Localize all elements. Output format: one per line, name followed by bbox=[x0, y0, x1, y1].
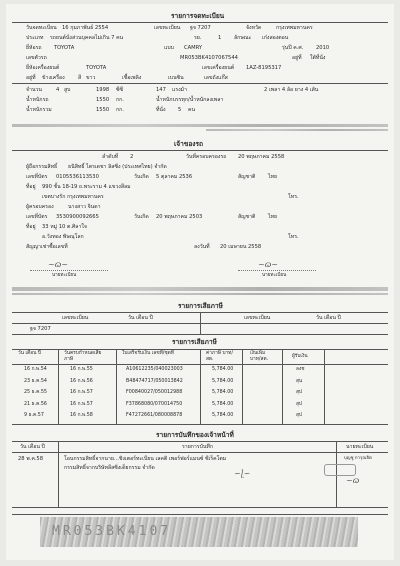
table-col-line bbox=[200, 349, 201, 424]
model-year-label: รุ่นปี ค.ศ. bbox=[282, 45, 304, 51]
holder: ธนิสิทธิ์ ไตรเดชา ลิสซิ่ง (ประเทศไทย) จำกัด bbox=[68, 164, 167, 170]
divider bbox=[12, 22, 388, 23]
engine-pos: ข้างเครื่อง bbox=[42, 75, 65, 81]
notes-row-text2: กรรมสิทธิ์จากบริษัทลีสซิ่งเด็ยกรรม จำกัด bbox=[64, 465, 155, 471]
holder-label: ผู้ถือกรรมสิทธิ์ bbox=[26, 164, 58, 170]
weight-label: น้ำหนักรถ bbox=[26, 97, 49, 103]
possessor-addr: 33 หมู่ 10 ต.ศิลาใจ bbox=[42, 224, 87, 230]
tax-cell-expire: 16 ก.พ.55 bbox=[70, 367, 93, 372]
notes-row-officer: บุญชู การุณจิต bbox=[344, 456, 372, 461]
divider bbox=[12, 150, 388, 151]
divider bbox=[12, 441, 388, 442]
cyl-unit: สูบ bbox=[64, 87, 71, 93]
section-title-owner: เจ้าของรถ bbox=[174, 140, 204, 148]
engine-brand: TOYOTA bbox=[86, 65, 107, 71]
seats-unit: คน bbox=[188, 107, 196, 113]
divider bbox=[12, 83, 388, 84]
tax-left-plate: ฐจ 7207 bbox=[30, 326, 51, 332]
gross: 1550 bbox=[96, 107, 110, 113]
hp-unit: แรงม้า bbox=[172, 87, 187, 93]
model-year: 2010 bbox=[316, 45, 330, 51]
possessor-nat-label: สัญชาติ bbox=[238, 214, 256, 220]
tax-cell-expire: 16 ก.พ.56 bbox=[70, 378, 93, 384]
load-label: น้ำหนักบรรทุก/น้ำหนักลงเพลา bbox=[156, 97, 224, 103]
rn: 1 bbox=[218, 35, 222, 41]
tax-left-date-header: วัน เดือน ปี bbox=[128, 315, 153, 321]
possessor-nat: ไทย bbox=[268, 214, 278, 220]
chassis-pos-label: อยู่ที่ bbox=[292, 55, 302, 61]
engine-no: 1AZ-8195317 bbox=[246, 65, 282, 71]
possessor-addr2: อ.วังทอง พิษณุโลก bbox=[42, 234, 84, 240]
engine-no-label: เลขเครื่องยนต์ bbox=[202, 65, 235, 71]
tax-cell-expire: 16 ก.พ.57 bbox=[70, 390, 93, 395]
order: 2 bbox=[130, 154, 134, 160]
tax-cell-receipt: F37868080/070014750 bbox=[126, 401, 183, 407]
chassis-pos: ใต้ที่นั่ง bbox=[310, 55, 326, 61]
col-header-expire: วันครบกำหนดเสียภาษี bbox=[64, 351, 102, 362]
rn-label: รย. bbox=[194, 35, 202, 41]
tax-cell-date: 16 ก.พ.54 bbox=[24, 367, 47, 372]
tax-cell-officer: สุป bbox=[296, 413, 302, 418]
tax-cell-amount: 5,784.00 bbox=[212, 390, 234, 395]
model-label: แบบ bbox=[164, 45, 174, 51]
holder-birth-label: วันเกิด bbox=[134, 174, 149, 180]
possessor-label: ผู้ครอบครอง bbox=[26, 204, 54, 210]
col-header-receipt: ใบเสร็จรับเงิน เลขที่/ชุดที่ bbox=[122, 351, 174, 356]
scan-artifact bbox=[12, 287, 388, 291]
holder-addr: 990 ชั้น 18-19 ถ.พระราม 4 แขวงสีลม bbox=[42, 184, 131, 190]
cc-unit: ซีซี bbox=[116, 87, 124, 93]
holder-nat-label: สัญชาติ bbox=[238, 174, 256, 180]
possessor-birth: 20 พฤษภาคม 2503 bbox=[156, 214, 203, 220]
engine-pos-label: อยู่ที่ bbox=[26, 75, 36, 81]
poss-date-label: วันที่ครอบครองรถ bbox=[186, 154, 227, 160]
tax-cell-receipt: A10612235/040023003 bbox=[126, 367, 183, 372]
tax-cell-officer: สุน bbox=[296, 378, 303, 384]
tax-cell-expire: 16 ก.พ.58 bbox=[70, 413, 93, 418]
tel-label: โทร. bbox=[288, 194, 299, 200]
table-col-line bbox=[242, 349, 243, 424]
table-col-line bbox=[324, 349, 325, 424]
tax-cell-receipt: B48474717/050013842 bbox=[126, 378, 183, 384]
tax-cell-amount: 5,784.00 bbox=[212, 378, 234, 384]
tax-cell-officer: สุป bbox=[296, 390, 302, 395]
chassis-rubbing-text: MR053BK4107 bbox=[52, 524, 172, 539]
fuel-label: เชื้อเพลิง bbox=[122, 75, 142, 81]
seats: 5 bbox=[178, 107, 182, 113]
notes-row-date: 28 พ.ค.58 bbox=[18, 456, 44, 462]
divider bbox=[12, 507, 388, 508]
tax-cell-date: 9 ธ.ค.57 bbox=[24, 413, 44, 418]
cyl-label: จำนวน bbox=[26, 87, 42, 93]
table-col-line bbox=[58, 349, 59, 424]
tax-right-plate-header: เลขทะเบียน bbox=[244, 315, 271, 321]
divider bbox=[12, 334, 388, 335]
notes-col-officer: นายทะเบียน bbox=[346, 444, 374, 450]
gross-label: น้ำหนักรวม bbox=[26, 107, 52, 113]
tax-cell-receipt: F00840027/050012988 bbox=[126, 390, 183, 395]
chassis: MR053BK4107067544 bbox=[180, 55, 238, 61]
notes-col-date: วัน เดือน ปี bbox=[20, 444, 45, 450]
holder-nat: ไทย bbox=[268, 174, 278, 180]
tax-cell-amount: 5,784.00 bbox=[212, 401, 234, 407]
brand: TOYOTA bbox=[54, 45, 75, 51]
cyl: 4 bbox=[56, 87, 60, 93]
poss-date: 20 พฤษภาคม 2558 bbox=[238, 154, 285, 160]
fuel: เบนซิน bbox=[168, 75, 184, 81]
registrar-label: นายทะเบียน bbox=[262, 273, 287, 278]
tax-cell-date: 25 ธ.ค.55 bbox=[24, 390, 47, 395]
tax-cell-amount: 5,784.00 bbox=[212, 367, 234, 372]
col-header-officer: ผู้รับเงิน bbox=[292, 354, 308, 359]
signature-line bbox=[238, 270, 316, 271]
possessor: นางสาว จินดา bbox=[68, 204, 101, 210]
color: ขาว bbox=[86, 75, 96, 81]
type-label: ประเภท bbox=[26, 35, 44, 41]
tax-cell-receipt: F47272661/080008878 bbox=[126, 413, 183, 418]
section-title-tax-table: รายการเสียภาษี bbox=[172, 338, 217, 346]
contract-date-label: ลงวันที่ bbox=[194, 244, 210, 250]
hp: 147 bbox=[156, 87, 166, 93]
registration-document bbox=[6, 4, 394, 560]
table-col-line bbox=[116, 349, 117, 424]
notes-col-text: รายการบันทึก bbox=[182, 444, 213, 450]
type: รถยนต์นั่งส่วนบุคคลไม่เกิน 7 คน bbox=[50, 35, 124, 41]
possessor-birth-label: วันเกิด bbox=[134, 214, 149, 220]
section-title-registration: รายการจดทะเบียน bbox=[171, 12, 225, 20]
tank-label: เลขถังแก๊ส bbox=[204, 75, 228, 81]
tax-cell-officer: ลงช bbox=[296, 367, 305, 372]
table-col-line bbox=[282, 349, 283, 424]
tax-cell-amount: 5,784.00 bbox=[212, 413, 234, 418]
province: กรุงเทพมหานคร bbox=[276, 25, 313, 31]
tax-cell-officer: สุป bbox=[296, 401, 302, 407]
tax-cell-expire: 16 ก.พ.57 bbox=[70, 401, 93, 407]
axle: 2 เพลา 4 ล้อ ยาง 4 เส้น bbox=[264, 87, 319, 93]
holder-id-label: เลขที่บัตร bbox=[26, 174, 48, 180]
holder-birth: 5 ตุลาคม 2536 bbox=[156, 174, 193, 180]
section-title-tax: รายการเสียภาษี bbox=[178, 302, 223, 310]
seats-label: ที่นั่ง bbox=[156, 107, 166, 113]
notes-col-line bbox=[58, 441, 59, 507]
registrar-label: นายทะเบียน bbox=[52, 273, 77, 278]
tax-cell-date: 21 ธ.ค.56 bbox=[24, 401, 47, 407]
scan-artifact bbox=[12, 293, 388, 295]
brand-label: ยี่ห้อรถ bbox=[26, 45, 42, 51]
cc: 1998 bbox=[96, 87, 110, 93]
province-label: จังหวัด bbox=[246, 25, 262, 31]
table-border bbox=[12, 424, 388, 425]
contract-label: สัญญาเช่าซื้อเลขที่ bbox=[26, 244, 68, 250]
reg-date-label: วันจดทะเบียน bbox=[26, 25, 57, 31]
order-label: ลำดับที่ bbox=[102, 154, 119, 160]
possessor-id-label: เลขที่บัตร bbox=[26, 214, 48, 220]
divider bbox=[12, 452, 388, 453]
contract-date: 20 เมษายน 2558 bbox=[220, 244, 262, 250]
model: CAMRY bbox=[184, 45, 203, 51]
registrar-signature: ~ɷ~ bbox=[258, 260, 278, 269]
plate: ฐจ 7207 bbox=[190, 25, 211, 31]
signature-line bbox=[30, 270, 108, 271]
engine-brand-label: ยี่ห้อเครื่องยนต์ bbox=[26, 65, 60, 71]
tax-right-date-header: วัน เดือน ปี bbox=[316, 315, 341, 321]
notes-row-text1: โอนกรรมสิทธิ์จากนาย...ชิงเตอร์ทะเบียน เลคติ เพอร์ฟอร์แมนซ์ ซีเร็คโตม bbox=[64, 456, 227, 462]
officer-signature: ~ɷ bbox=[346, 476, 360, 485]
officer-signature: ∽ɭ∽ bbox=[234, 469, 251, 478]
col-header-amount: ค่าภาษี บาท/สต. bbox=[206, 351, 233, 362]
plate-label: เลขทะเบียน bbox=[154, 25, 181, 31]
divider bbox=[12, 514, 388, 515]
style-label: ลักษณะ bbox=[234, 35, 252, 41]
section-title-notes: รายการบันทึกของเจ้าหน้าที่ bbox=[156, 431, 234, 439]
weight: 1550 bbox=[96, 97, 110, 103]
holder-id: 0105536113530 bbox=[56, 174, 99, 180]
reg-date: 16 กุมภาพันธ์ 2554 bbox=[62, 25, 109, 31]
tax-left-plate-header: เลขทะเบียน bbox=[62, 315, 89, 321]
weight-unit: กก. bbox=[116, 97, 124, 103]
col-header-date: วัน เดือน ปี bbox=[18, 351, 41, 356]
tel2-label: โทร. bbox=[288, 234, 299, 240]
scan-artifact bbox=[12, 124, 388, 127]
official-stamp bbox=[324, 464, 356, 476]
holder-addr2: เขตบางรัก กรุงเทพมหานคร bbox=[42, 194, 104, 200]
scan-artifact bbox=[206, 129, 388, 131]
color-label: สี bbox=[78, 75, 82, 81]
tax-cell-date: 23 ธ.ค.54 bbox=[24, 378, 47, 384]
chassis-label: เลขตัวรถ bbox=[26, 55, 47, 61]
registrar-signature: ~ɷ~ bbox=[48, 260, 68, 269]
divider bbox=[12, 323, 388, 324]
possessor-addr-label: ที่อยู่ bbox=[26, 224, 36, 230]
possessor-id: 3530900092665 bbox=[56, 214, 99, 220]
gross-unit: กก. bbox=[116, 107, 124, 113]
holder-addr-label: ที่อยู่ bbox=[26, 184, 36, 190]
style: เก๋งสองตอน bbox=[262, 35, 289, 41]
col-header-fine: เงินเพิ่ม บาท/สต. bbox=[250, 351, 269, 362]
